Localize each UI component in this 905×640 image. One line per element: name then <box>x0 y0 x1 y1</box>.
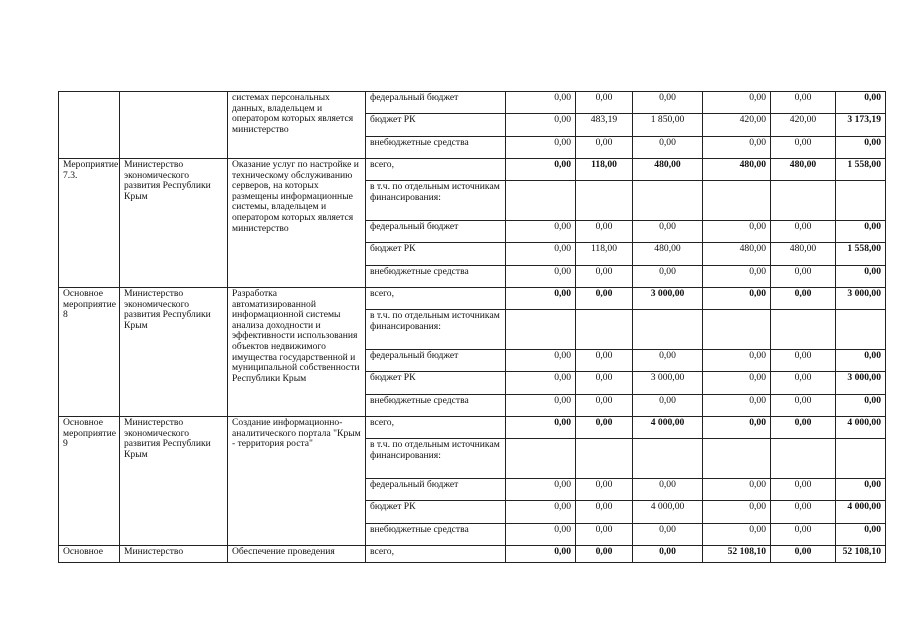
year-value-cell: 0,00 <box>633 350 703 372</box>
total-value-cell: 4 000,00 <box>836 501 886 524</box>
year-value-cell: 0,00 <box>771 137 836 159</box>
year-value-cell: 0,00 <box>703 372 771 395</box>
year-value-cell: 480,00 <box>633 243 703 266</box>
year-value-cell: 0,00 <box>633 546 703 563</box>
year-value-cell: 0,00 <box>576 417 633 439</box>
year-value-cell: 0,00 <box>633 395 703 417</box>
year-value-cell: 0,00 <box>506 137 576 159</box>
total-value-cell: 0,00 <box>836 221 886 243</box>
year-value-cell: 3 000,00 <box>633 288 703 310</box>
year-value-cell: 0,00 <box>771 417 836 439</box>
funding-source-cell: бюджет РК <box>366 501 506 524</box>
year-value-cell: 0,00 <box>576 372 633 395</box>
year-value-cell: 3 000,00 <box>633 372 703 395</box>
funding-source-cell: внебюджетные средства <box>366 266 506 288</box>
total-value-cell: 0,00 <box>836 524 886 546</box>
funding-source-cell: федеральный бюджет <box>366 479 506 501</box>
year-value-cell: 0,00 <box>506 266 576 288</box>
funding-source-cell: всего, <box>366 546 506 563</box>
year-value-cell: 0,00 <box>703 395 771 417</box>
executor-cell: Министерство экономического развития Республики Крым <box>120 288 228 417</box>
year-value-cell: 0,00 <box>506 417 576 439</box>
year-value-cell: 480,00 <box>703 243 771 266</box>
year-value-cell <box>633 310 703 350</box>
year-value-cell <box>771 310 836 350</box>
year-value-cell <box>633 181 703 221</box>
year-value-cell: 0,00 <box>576 546 633 563</box>
executor-cell <box>120 92 228 159</box>
year-value-cell: 0,00 <box>703 350 771 372</box>
year-value-cell: 0,00 <box>771 479 836 501</box>
table-row <box>59 288 886 310</box>
year-value-cell <box>506 310 576 350</box>
year-value-cell: 0,00 <box>506 372 576 395</box>
year-value-cell: 0,00 <box>576 350 633 372</box>
year-value-cell: 480,00 <box>771 159 836 181</box>
year-value-cell: 0,00 <box>506 92 576 114</box>
total-value-cell: 0,00 <box>836 350 886 372</box>
funding-source-cell: всего, <box>366 417 506 439</box>
year-value-cell: 0,00 <box>633 92 703 114</box>
year-value-cell <box>703 310 771 350</box>
year-value-cell: 420,00 <box>771 114 836 137</box>
table-body <box>59 92 886 563</box>
year-value-cell: 0,00 <box>506 159 576 181</box>
year-value-cell: 0,00 <box>771 524 836 546</box>
funding-source-cell: бюджет РК <box>366 114 506 137</box>
event-name-cell: Разработка автоматизированной информационной системы анализа доходности и эффективности использования объектов недвижимого имущества государственной и муниципальной собственности Республики Крым <box>228 288 366 417</box>
funding-source-cell: федеральный бюджет <box>366 350 506 372</box>
funding-source-cell: всего, <box>366 288 506 310</box>
event-number-cell <box>59 92 120 159</box>
year-value-cell: 0,00 <box>771 92 836 114</box>
year-value-cell: 0,00 <box>703 288 771 310</box>
funding-source-cell: бюджет РК <box>366 243 506 266</box>
table-row <box>59 546 886 563</box>
event-number-cell: Основное мероприятие 9 <box>59 417 120 546</box>
year-value-cell: 0,00 <box>576 137 633 159</box>
year-value-cell: 0,00 <box>576 524 633 546</box>
year-value-cell: 0,00 <box>771 288 836 310</box>
year-value-cell: 0,00 <box>633 266 703 288</box>
year-value-cell <box>703 181 771 221</box>
year-value-cell: 0,00 <box>633 221 703 243</box>
year-value-cell: 0,00 <box>506 243 576 266</box>
event-name-cell: Создание информационно-аналитического портала "Крым - территория роста" <box>228 417 366 546</box>
table-row <box>59 159 886 181</box>
total-value-cell: 0,00 <box>836 137 886 159</box>
year-value-cell: 0,00 <box>633 137 703 159</box>
executor-cell: Министерство экономического развития Республики Крым <box>120 417 228 546</box>
total-value-cell: 0,00 <box>836 92 886 114</box>
year-value-cell: 0,00 <box>576 395 633 417</box>
year-value-cell: 4 000,00 <box>633 501 703 524</box>
year-value-cell: 52 108,10 <box>703 546 771 563</box>
year-value-cell: 0,00 <box>771 350 836 372</box>
year-value-cell: 0,00 <box>633 479 703 501</box>
event-name-cell: Оказание услуг по настройке и техническому обслуживанию серверов, на которых размещены информационные системы, владельцем и оператором которых является министерство <box>228 159 366 288</box>
year-value-cell <box>633 439 703 479</box>
funding-source-cell: в т.ч. по отдельным источникам финансирования: <box>366 181 506 221</box>
year-value-cell: 0,00 <box>576 221 633 243</box>
year-value-cell: 0,00 <box>703 417 771 439</box>
year-value-cell: 0,00 <box>576 501 633 524</box>
funding-source-cell: бюджет РК <box>366 372 506 395</box>
funding-source-cell: в т.ч. по отдельным источникам финансирования: <box>366 439 506 479</box>
funding-source-cell: всего, <box>366 159 506 181</box>
total-value-cell: 4 000,00 <box>836 417 886 439</box>
year-value-cell: 118,00 <box>576 243 633 266</box>
year-value-cell: 1 850,00 <box>633 114 703 137</box>
total-value-cell: 52 108,10 <box>836 546 886 563</box>
year-value-cell <box>771 181 836 221</box>
year-value-cell: 0,00 <box>576 92 633 114</box>
year-value-cell: 483,19 <box>576 114 633 137</box>
year-value-cell: 0,00 <box>576 266 633 288</box>
year-value-cell: 0,00 <box>703 479 771 501</box>
year-value-cell: 0,00 <box>506 350 576 372</box>
funding-source-cell: внебюджетные средства <box>366 524 506 546</box>
year-value-cell: 0,00 <box>576 479 633 501</box>
year-value-cell <box>576 181 633 221</box>
total-value-cell: 1 558,00 <box>836 159 886 181</box>
year-value-cell <box>506 181 576 221</box>
year-value-cell: 420,00 <box>703 114 771 137</box>
year-value-cell: 0,00 <box>506 221 576 243</box>
year-value-cell <box>576 439 633 479</box>
year-value-cell <box>771 439 836 479</box>
year-value-cell: 0,00 <box>771 372 836 395</box>
year-value-cell: 0,00 <box>506 524 576 546</box>
year-value-cell: 0,00 <box>771 501 836 524</box>
event-number-cell: Мероприятие 7.3. <box>59 159 120 288</box>
year-value-cell: 0,00 <box>506 114 576 137</box>
total-value-cell: 0,00 <box>836 479 886 501</box>
year-value-cell: 0,00 <box>771 221 836 243</box>
year-value-cell: 0,00 <box>506 395 576 417</box>
event-name-cell: системах персональных данных, владельцем и оператором которых является министерство <box>228 92 366 159</box>
year-value-cell: 0,00 <box>506 288 576 310</box>
table-row <box>59 417 886 439</box>
year-value-cell: 0,00 <box>703 137 771 159</box>
year-value-cell: 0,00 <box>576 288 633 310</box>
year-value-cell: 0,00 <box>506 501 576 524</box>
year-value-cell: 0,00 <box>703 501 771 524</box>
year-value-cell: 480,00 <box>633 159 703 181</box>
year-value-cell <box>576 310 633 350</box>
total-value-cell: 1 558,00 <box>836 243 886 266</box>
event-number-cell: Основное мероприятие 8 <box>59 288 120 417</box>
year-value-cell: 480,00 <box>771 243 836 266</box>
year-value-cell: 0,00 <box>633 524 703 546</box>
total-value-cell: 3 000,00 <box>836 372 886 395</box>
year-value-cell: 0,00 <box>703 221 771 243</box>
year-value-cell: 0,00 <box>703 524 771 546</box>
year-value-cell: 118,00 <box>576 159 633 181</box>
event-number-cell: Основное <box>59 546 120 563</box>
year-value-cell <box>703 439 771 479</box>
total-value-cell: 0,00 <box>836 395 886 417</box>
event-name-cell: Обеспечение проведения <box>228 546 366 563</box>
year-value-cell: 0,00 <box>703 92 771 114</box>
executor-cell: Министерство экономического развития Республики Крым <box>120 159 228 288</box>
funding-source-cell: федеральный бюджет <box>366 221 506 243</box>
year-value-cell: 0,00 <box>506 479 576 501</box>
budget-table <box>58 91 886 563</box>
total-value-cell: 3 000,00 <box>836 288 886 310</box>
year-value-cell: 0,00 <box>771 266 836 288</box>
funding-source-cell: федеральный бюджет <box>366 92 506 114</box>
funding-source-cell: внебюджетные средства <box>366 137 506 159</box>
total-value-cell <box>836 310 886 350</box>
year-value-cell: 0,00 <box>771 546 836 563</box>
year-value-cell: 0,00 <box>703 266 771 288</box>
year-value-cell: 4 000,00 <box>633 417 703 439</box>
year-value-cell: 0,00 <box>506 546 576 563</box>
funding-source-cell: внебюджетные средства <box>366 395 506 417</box>
table-row <box>59 92 886 114</box>
total-value-cell: 0,00 <box>836 266 886 288</box>
total-value-cell: 3 173,19 <box>836 114 886 137</box>
total-value-cell <box>836 181 886 221</box>
year-value-cell: 480,00 <box>703 159 771 181</box>
year-value-cell <box>506 439 576 479</box>
funding-source-cell: в т.ч. по отдельным источникам финансирования: <box>366 310 506 350</box>
total-value-cell <box>836 439 886 479</box>
executor-cell: Министерство <box>120 546 228 563</box>
year-value-cell: 0,00 <box>771 395 836 417</box>
